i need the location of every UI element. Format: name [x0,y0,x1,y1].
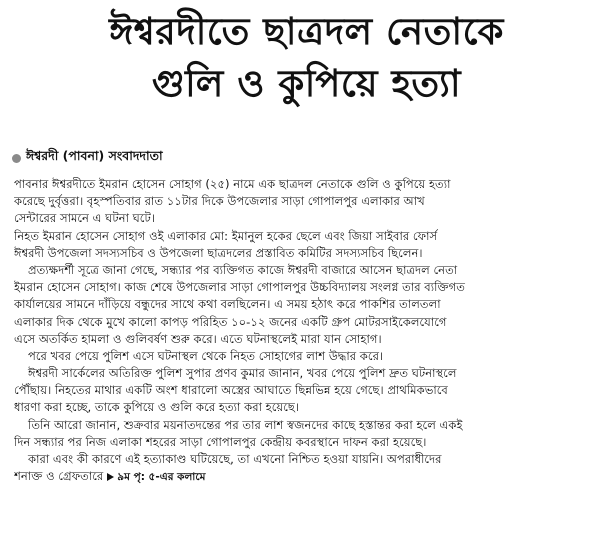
body-line: পাবনার ঈশ্বরদীতে ইমরান হোসেন সোহাগ (২৫) নামে এক ছাত্রদল নেতাকে গুলি ও কুপিয়ে হত্যা [14,177,451,191]
headline-line-2: গুলি ও কুপিয়ে হত্যা [151,62,462,105]
body-line: তিনি আরো জানান, শুক্রবার ময়নাতদন্তের পর তার লাশ স্বজনদের কাছে হস্তান্তর করা হলে একই [28,417,463,432]
body-line: পরে খবর পেয়ে পুলিশ এসে ঘটনাস্থল থেকে নিহত সোহাগের লাশ উদ্ধার করে। [28,348,384,363]
body-line: এসে অতর্কিত হামলা ও গুলিবর্ষণ শুরু করে। এতে ঘটনাস্থলেই মারা যান সোহাগ। [14,331,382,346]
body-line: সেন্টারের সামনে এ ঘটনা ঘটে। [14,211,155,226]
headline [0,0,613,110]
dateline-text: ঈশ্বরদী (পাবনা) সংবাদদাতা [26,148,163,163]
last-line-text: শনাক্ত ও গ্রেফতারে [14,469,104,484]
body-line-last [14,468,606,485]
body-line: দিন সন্ধ্যার পর নিজ এলাকা শহরের সাড়া গোপালপুর কেন্দ্রীয় কবরস্থানে দাফন করা হয়েছে। [14,434,427,449]
continued-on-page: ৯ম পৃ: ৫-এর কলামে [117,471,206,484]
dateline [12,148,163,168]
body-line: নিহত ইমরান হোসেন সোহাগ ওই এলাকার মো: ইমানুল হকের ছেলে এবং জিয়া সাইবার ফোর্স [14,228,438,243]
body-line: করেছে দুর্বৃত্তরা। বৃহস্পতিবার রাত ১১টার দিকে উপজেলার সাড়া গোপালপুর এলাকার আখ [14,194,425,209]
body-line: ঈশ্বরদী সার্কেলের অতিরিক্ত পুলিশ সুপার প্রণব কুমার জানান, খবর পেয়ে পুলিশ দ্রুত ঘটনাস্থলে [28,366,457,381]
body-line: প্রত্যক্ষদর্শী সূত্রে জানা গেছে, সন্ধ্যার পর ব্যক্তিগত কাজে ঈশ্বরদী বাজারে আসেন ছাত্রদল নেতা [28,262,458,277]
body-line: পৌঁছায়। নিহতের মাথার একটি অংশ ধারালো অস্ত্রের আঘাতে ছিন্নভিন্ন হয়ে গেছে। প্রাথমিকভাবে [14,383,448,398]
body-line: কার্যালয়ের সামনে দাঁড়িয়ে বন্ধুদের সাথে কথা বলছিলেন। এ সময় হঠাৎ করে পাকশির তালতলা [14,297,441,312]
headline-line-1: ঈশ্বরদীতে ছাত্রদল নেতাকে [109,10,504,53]
article-body [14,176,606,485]
body-line: ইমরান হোসেন সোহাগ। কাজ শেষে উপজেলার সাড়া গোপালপুর উচ্চবিদ্যালয় সংলগ্ন তার ব্যক্তিগত [14,280,465,295]
bullet-icon [12,154,21,163]
body-line: কারা এবং কী কারণে এই হত্যাকাণ্ড ঘটিয়েছে, তা এখনো নিশ্চিত হওয়া যায়নি। অপরাধীদের [28,452,442,466]
jump-arrow-icon [107,473,114,481]
body-line: ধারণা করা হচ্ছে, তাকে কুপিয়ে ও গুলি করে হত্যা করা হয়েছে। [14,400,300,415]
body-line: ঈশ্বরদী উপজেলা সদস্যসচিব ও উপজেলা ছাত্রদলের প্রস্তাবিত কমিটির সদস্যসচিব ছিলেন। [14,245,423,260]
body-line: এলাকার দিক থেকে মুখে কালো কাপড় পরিহিত ১০-১২ জনের একটি গ্রুপ মোটরসাইকেলযোগে [14,314,447,329]
